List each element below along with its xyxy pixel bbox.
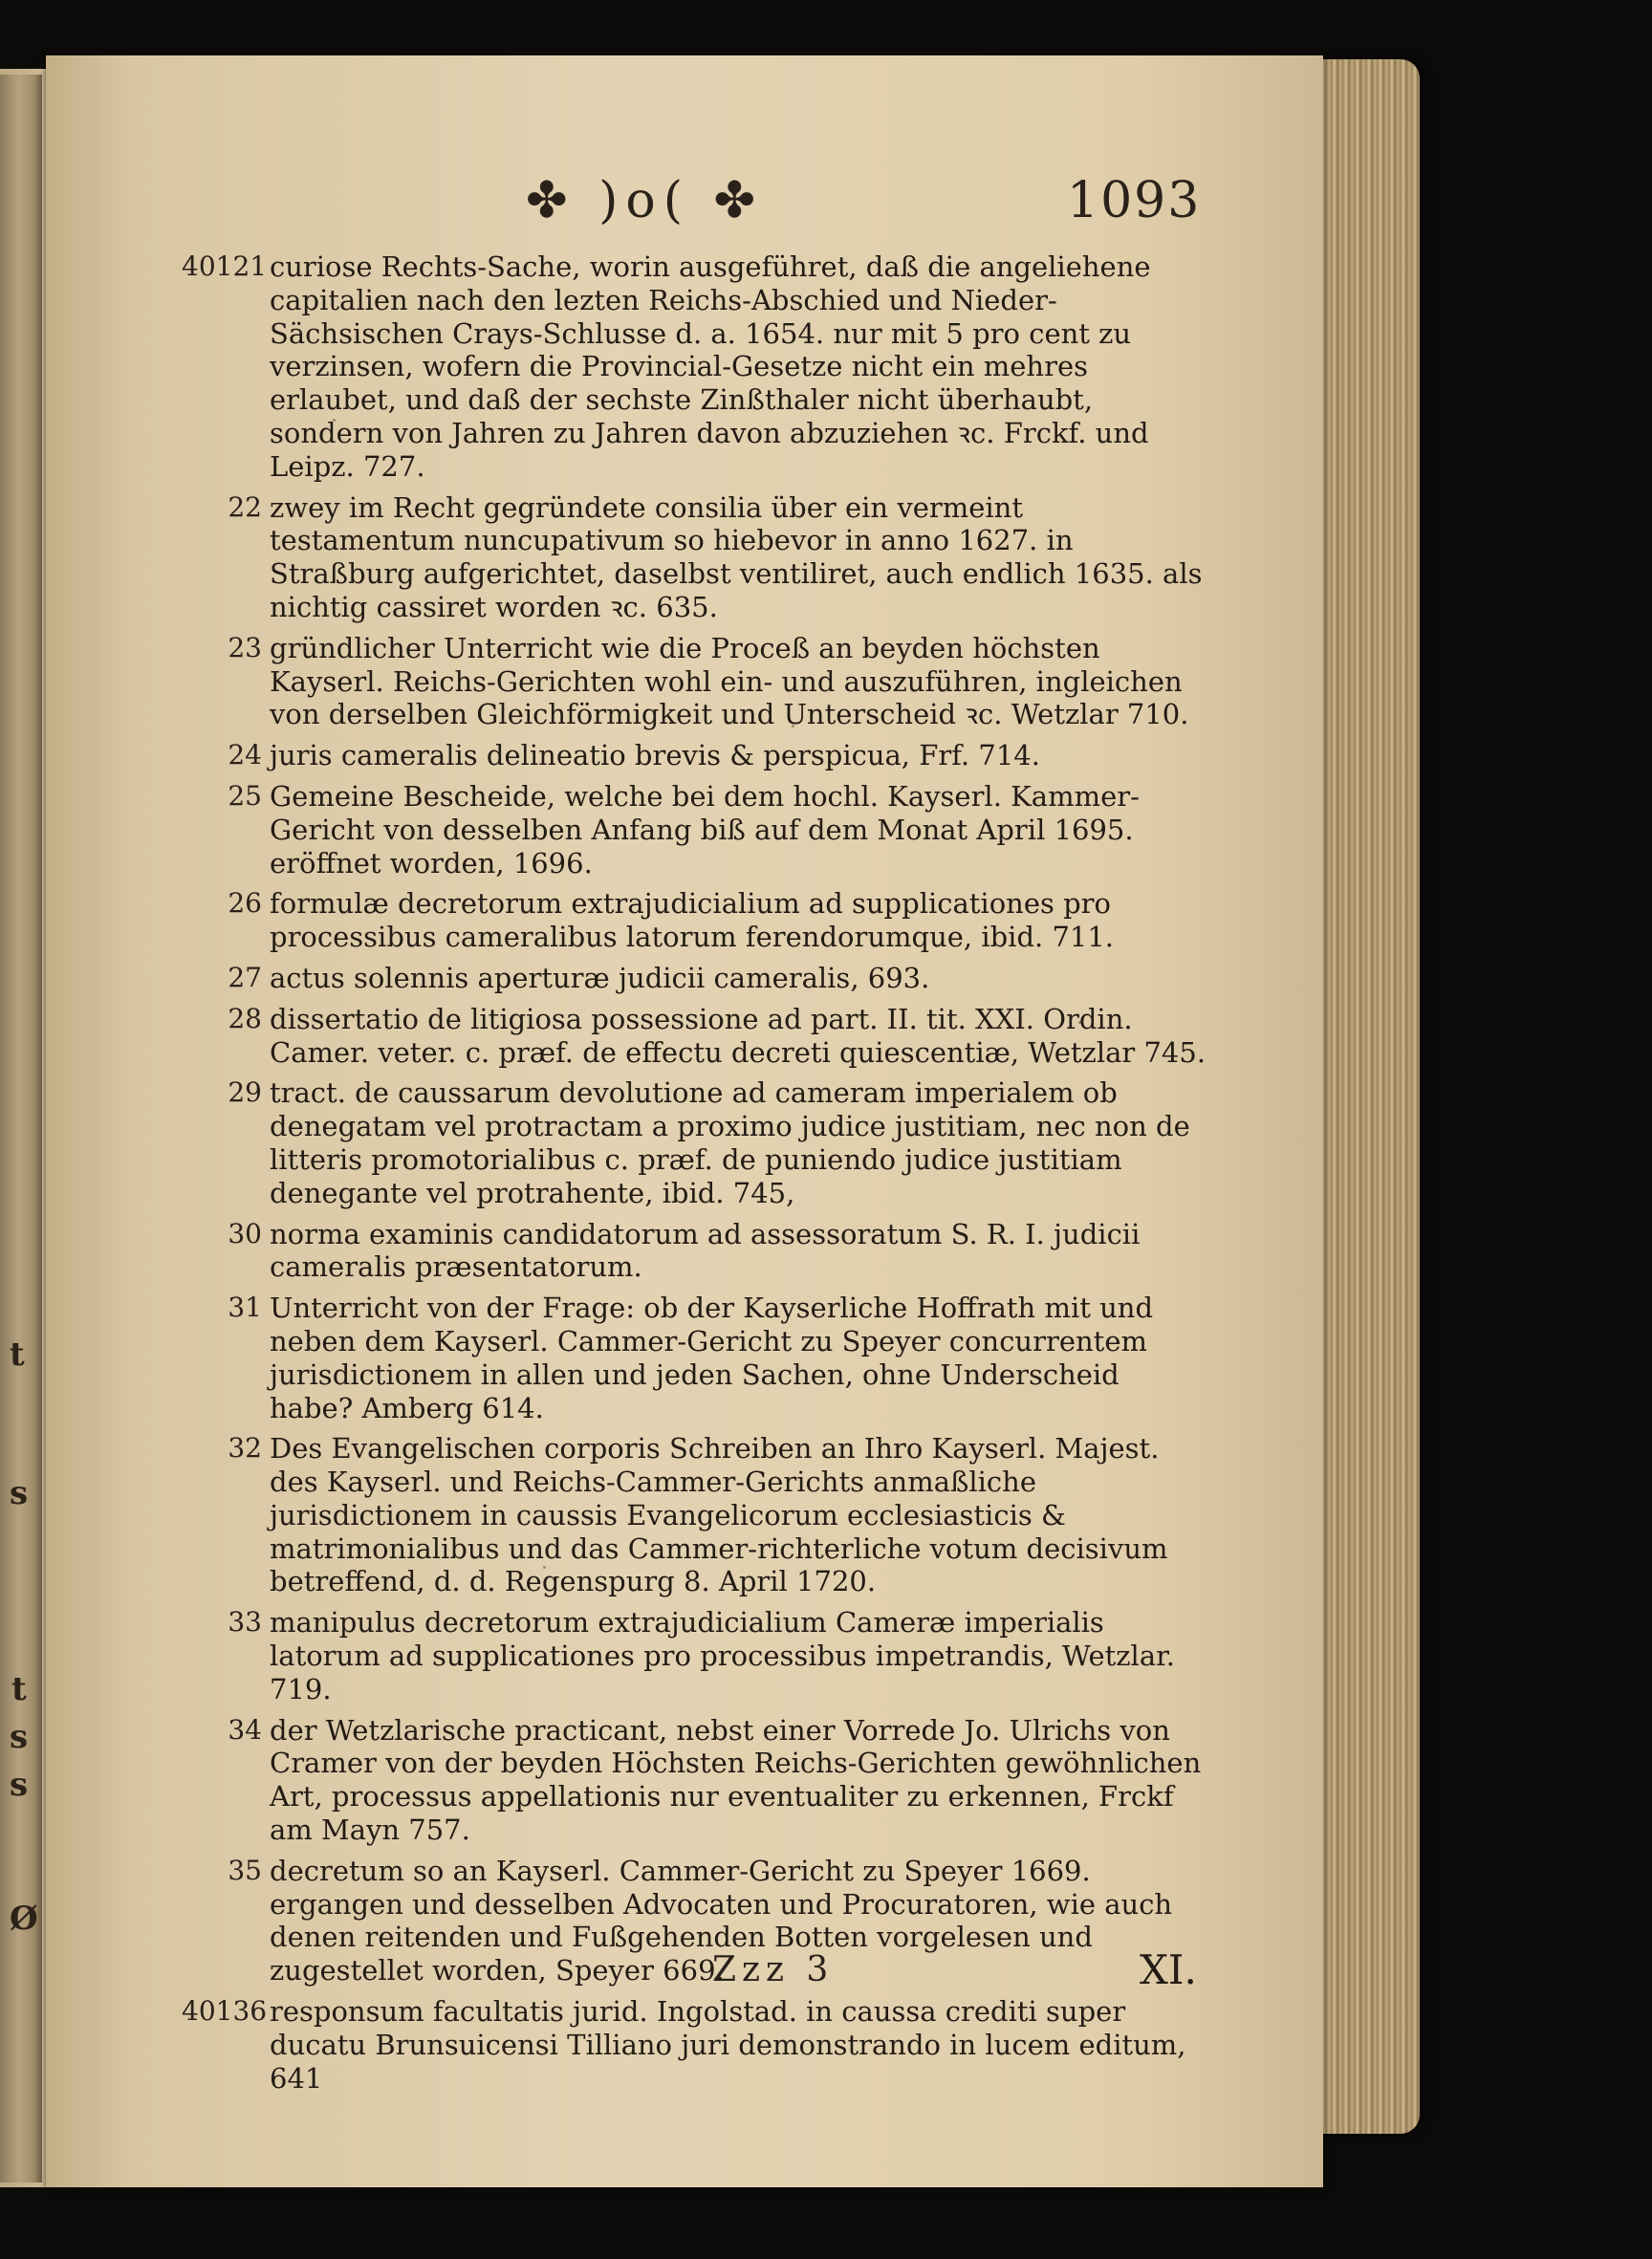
entry-text: dissertatio de litigiosa possessione ad part. II. tit. XXI. Ordin. Camer. veter. c. præf. de effectu decreti quiescentiæ, Wetzlar 745. (270, 1002, 1206, 1069)
catalog-entry (182, 1076, 1209, 1209)
book-gutter (0, 75, 42, 2183)
left-page-fragment: t (11, 1670, 27, 1708)
entry-number: 40136 (182, 1995, 268, 2028)
left-page-fragment: t (10, 1336, 25, 1374)
catalog-entry (182, 1432, 1209, 1598)
catalog-entry (182, 780, 1209, 880)
catalog-entries (182, 250, 1209, 2102)
entry-number: 27 (228, 961, 262, 993)
entry-number: 40121 (182, 250, 268, 282)
catalog-entry (182, 1003, 1209, 1070)
catalog-entry (182, 632, 1209, 731)
entry-number: 28 (228, 1002, 262, 1034)
entry-text: curiose Rechts-Sache, worin ausgeführet, daß die angeliehene capitalien nach den lezten Reichs-Abschied und Nieder-Sächsischen Crays-Schlusse d. a. 1654. nur mit 5 pro cent zu verzinsen, wofern die Provincial-Gesetze nicht ein mehres erlaubet, und daß der sechste Zinßthaler nicht überhaubt, sondern von Jahren zu Jahren davon abzuziehen ꝛc. Frckf. und Leipz. 727. (270, 250, 1151, 483)
entry-number: 33 (228, 1606, 262, 1639)
catalog-entry (182, 1218, 1209, 1285)
entry-text: gründlicher Unterricht wie die Proceß an beyden höchsten Kayserl. Reichs-Gerichten wohl ein- und auszuführen, ingleichen von derselben Gleichförmigkeit und Unterscheid ꝛc. Wetzlar 710. (270, 631, 1189, 731)
catalog-entry (182, 1714, 1209, 1847)
catalog-entry (182, 1292, 1209, 1424)
running-header: ✤ )o( ✤ (526, 172, 764, 229)
entry-number: 30 (228, 1217, 262, 1249)
entry-text: der Wetzlarische practicant, nebst einer Vorrede Jo. Ulrichs von Cramer von der beyden Höchsten Reichs-Gerichten gewöhnlichen Art, processus appellationis nur eventualiter zu erkennen, Frckf am Mayn 757. (270, 1713, 1202, 1847)
entry-number: 24 (228, 739, 262, 771)
entry-text: juris cameralis delineatio brevis & perspicua, Frf. 714. (270, 739, 1040, 772)
left-page-fragment: Ø (10, 1900, 38, 1938)
entry-number: 34 (228, 1713, 262, 1746)
entry-text: responsum facultatis jurid. Ingolstad. in caussa crediti super ducatu Brunsuicensi Tilliano juri demonstrando in lucem editum, 641 (270, 1995, 1186, 2095)
catalog-entry (182, 962, 1209, 995)
catalog-entry (182, 887, 1209, 954)
left-page-fragment: s (10, 1474, 29, 1512)
signature-mark: Zzz 3 (712, 1950, 835, 1989)
catalog-entry (182, 739, 1209, 772)
catalog-entry (182, 250, 1209, 484)
catchword: XI. (1140, 1946, 1197, 1993)
page-edges (1315, 59, 1420, 2134)
entry-number: 31 (228, 1292, 262, 1324)
entry-number: 32 (228, 1432, 262, 1465)
entry-number: 23 (228, 631, 262, 663)
entry-text: actus solennis aperturæ judicii cameralis, 693. (270, 961, 930, 994)
left-page-fragment: s (10, 1766, 29, 1804)
entry-text: formulæ decretorum extrajudicialium ad supplicationes pro processibus cameralibus latorum ferendorumque, ibid. 711. (270, 887, 1115, 954)
catalog-entry (182, 1606, 1209, 1705)
entry-text: Des Evangelischen corporis Schreiben an Ihro Kayserl. Majest. des Kayserl. und Reichs-Cammer-Gerichts anmaßliche jurisdictionem in caussis Evangelicorum ecclesiasticis & matrimonialibus und das Cammer-richterliche votum decisivum betreffend, d. d. Regenspurg 8. April 1720. (270, 1432, 1168, 1598)
entry-number: 26 (228, 887, 262, 920)
entry-number: 35 (228, 1854, 262, 1886)
entry-number: 22 (228, 490, 262, 523)
entry-text: Unterricht von der Frage: ob der Kayserliche Hoffrath mit und neben dem Kayserl. Cammer-Gericht zu Speyer concurrentem jurisdictionem in allen und jeden Sachen, ohne Underscheid habe? Amberg 614. (270, 1292, 1154, 1424)
entry-text: manipulus decretorum extrajudicialium Cameræ imperialis latorum ad supplicationes pro processibus impetrandis, Wetzlar. 719. (270, 1606, 1176, 1705)
entry-text: tract. de caussarum devolutione ad cameram imperialem ob denegatam vel protractam a proximo judice justitiam, nec non de litteris promotorialibus c. præf. de puniendo judice justitiam denegante vel protrahente, ibid. 745, (270, 1076, 1190, 1209)
page-number: 1093 (1067, 172, 1202, 229)
catalog-entry (182, 1855, 1209, 1987)
entry-number: 29 (228, 1076, 262, 1109)
catalog-entry (182, 1995, 1209, 2095)
catalog-entry (182, 491, 1209, 624)
entry-text: norma examinis candidatorum ad assessoratum S. R. I. judicii cameralis præsentatorum. (270, 1217, 1141, 1284)
entry-text: decretum so an Kayserl. Cammer-Gericht zu Speyer 1669. ergangen und desselben Advocaten und Procuratoren, wie auch denen reitenden und Fußgehenden Botten vorgelesen und zugestellet worden, Speyer 669. (270, 1854, 1173, 1987)
entry-text: Gemeine Bescheide, welche bei dem hochl. Kayserl. Kammer-Gericht von desselben Anfang biß auf dem Monat April 1695. eröffnet worden, 1696. (270, 779, 1140, 880)
entry-number: 25 (228, 779, 262, 812)
entry-text: zwey im Recht gegründete consilia über ein vermeint testamentum nuncupativum so hiebevor in anno 1627. in Straßburg aufgerichtet, daselbst ventiliret, auch endlich 1635. als nichtig cassiret worden ꝛc. 635. (270, 490, 1203, 623)
left-page-fragment: s (10, 1718, 29, 1756)
